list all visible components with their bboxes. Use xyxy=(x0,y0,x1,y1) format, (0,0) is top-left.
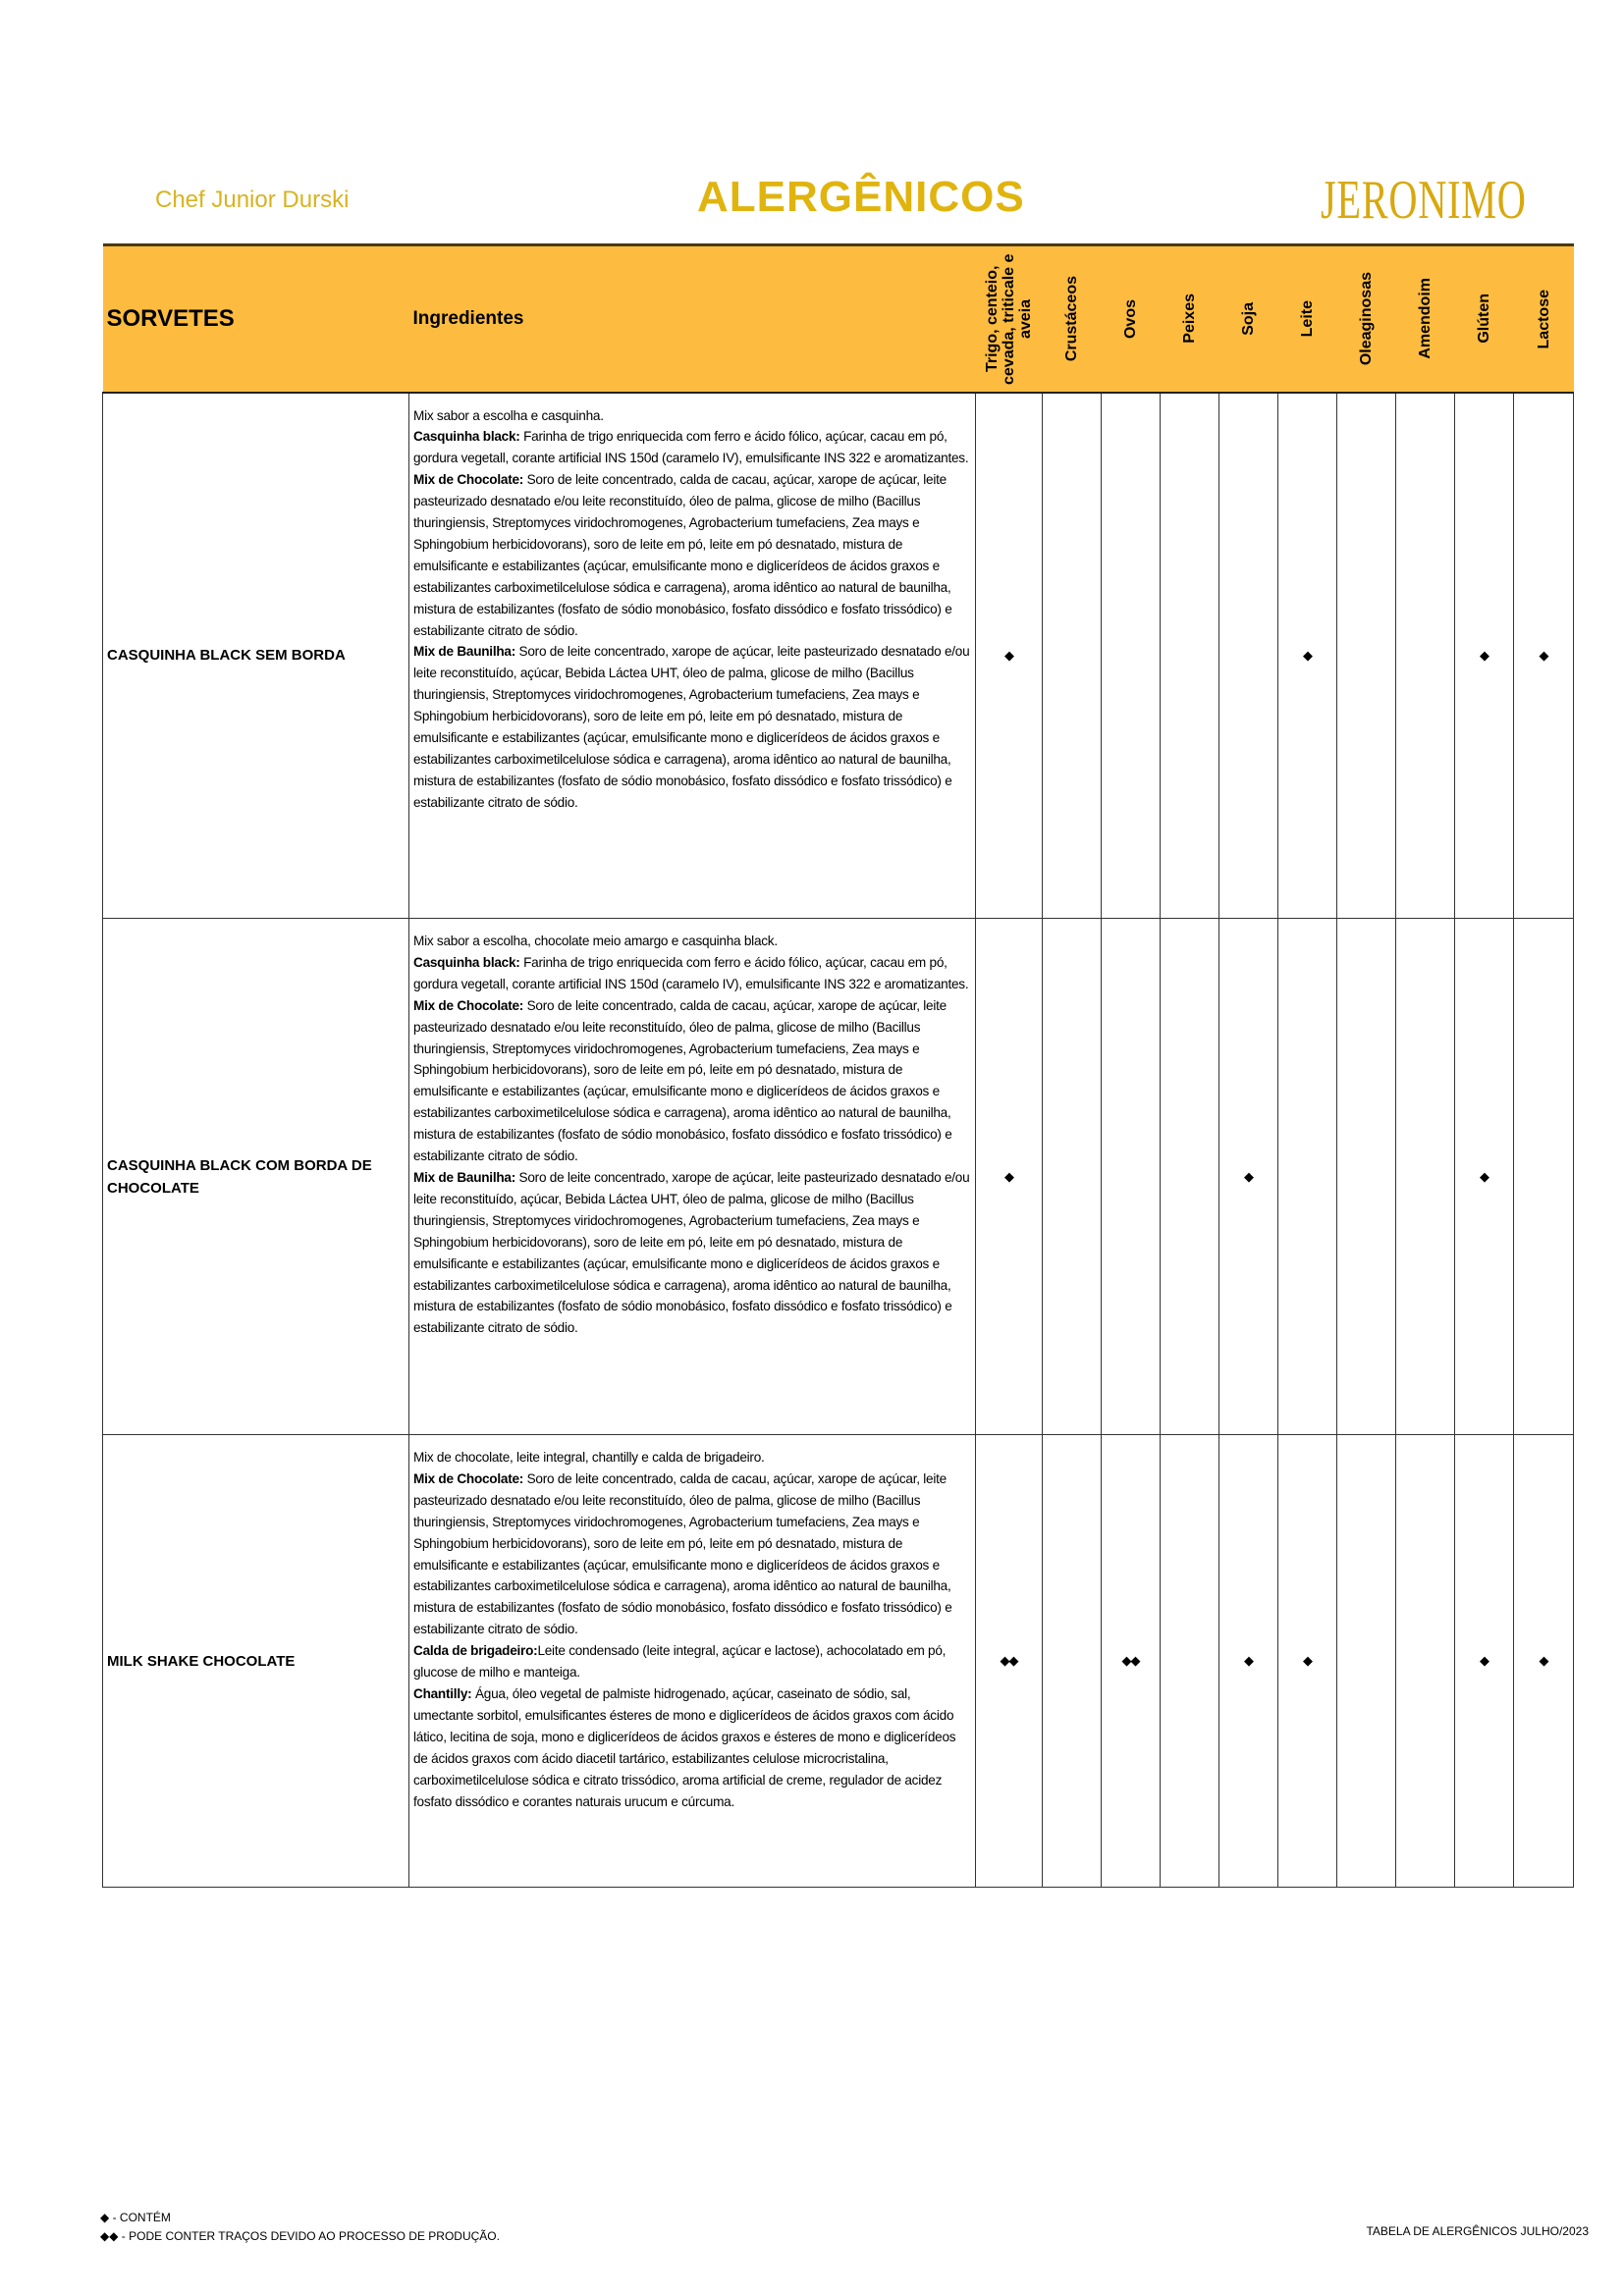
allergen-mark: ◆ xyxy=(1219,919,1278,1435)
allergen-mark: ◆◆ xyxy=(976,1435,1043,1888)
ingredient-label: Mix de Chocolate: xyxy=(413,997,524,1013)
double-diamond-icon: ◆◆ xyxy=(100,2229,119,2243)
table-row xyxy=(103,393,1574,919)
allergen-header xyxy=(1043,245,1102,393)
allergen-label: Leite xyxy=(1299,300,1316,338)
ingredient-label: Mix de Baunilha: xyxy=(413,644,516,660)
ingredient-text: Farinha de trigo enriquecida com ferro e ácido fólico, açúcar, cacau em pó, gordura vegetall, corante artificial INS 150d (caramelo IV), emulsificante INS 322 e aromatizantes. xyxy=(413,429,969,466)
allergen-header xyxy=(1278,245,1337,393)
allergen-header xyxy=(1337,245,1396,393)
ingredient-paragraph xyxy=(413,952,971,995)
allergen-mark xyxy=(1219,393,1278,919)
allergen-label: Amendoim xyxy=(1417,278,1434,360)
allergen-mark xyxy=(1396,1435,1455,1888)
ingredient-text: Soro de leite concentrado, calda de cacau, açúcar, xarope de açúcar, leite pasteurizado desnatado e/ou leite reconstituído, óleo de palma, glicose de milho (Bacillus thuringiensis, Streptomyces viridochromogenes, Agrobacterium tumefaciens, Zea mays e Sphingobium herbicidovorans), soro de leite em pó, leite em pó desnatado, mistura de emulsificante e estabilizantes (açúcar, emulsificante mono e diglicerídeos de ácidos graxos e estabilizantes carboximetilcelulose sódica e carragena), aroma idêntico ao natural de baunilha, mistura de estabilizantes (fosfato de sódio monobásico, fosfato dissódico e fosfato trissódico) e estabilizante citrato de sódio. xyxy=(413,1470,952,1637)
ingredient-paragraph xyxy=(413,995,971,1167)
ingredients-cell xyxy=(409,919,976,1435)
allergen-mark xyxy=(1337,393,1396,919)
ingredient-label: Calda de brigadeiro: xyxy=(413,1643,538,1659)
allergen-mark xyxy=(1102,919,1161,1435)
allergen-mark: ◆ xyxy=(1278,1435,1337,1888)
allergen-label: Crustáceos xyxy=(1063,276,1080,362)
ingredient-paragraph xyxy=(413,931,971,952)
allergen-mark: ◆ xyxy=(1455,919,1514,1435)
allergen-mark xyxy=(1514,919,1574,1435)
allergen-label: Lactose xyxy=(1535,289,1552,348)
allergen-mark: ◆◆ xyxy=(1102,1435,1161,1888)
allergen-header xyxy=(1455,245,1514,393)
allergen-mark xyxy=(1161,919,1219,1435)
ingredient-text: Soro de leite concentrado, calda de cacau, açúcar, xarope de açúcar, leite pasteurizado desnatado e/ou leite reconstituído, óleo de palma, glicose de milho (Bacillus thuringiensis, Streptomyces viridochromogenes, Agrobacterium tumefaciens, Zea mays e Sphingobium herbicidovorans), soro de leite em pó, leite em pó desnatado, mistura de emulsificante e estabilizantes (açúcar, emulsificante mono e diglicerídeos de ácidos graxos e estabilizantes carboximetilcelulose sódica e carragena), aroma idêntico ao natural de baunilha, mistura de estabilizantes (fosfato de sódio monobásico, fosfato dissódico e fosfato trissódico) e estabilizante citrato de sódio. xyxy=(413,472,952,638)
ingredient-text: Mix sabor a escolha e casquinha. xyxy=(413,407,604,423)
table-row xyxy=(103,1435,1574,1888)
allergen-mark: ◆ xyxy=(1278,393,1337,919)
allergen-mark: ◆ xyxy=(1455,393,1514,919)
chef-name: Chef Junior Durski xyxy=(155,187,350,213)
allergen-mark xyxy=(1102,393,1161,919)
ingredient-label: Casquinha black: xyxy=(413,429,520,445)
allergen-mark xyxy=(1161,1435,1219,1888)
table-header xyxy=(103,245,1574,393)
allergen-mark: ◆ xyxy=(1455,1435,1514,1888)
product-name: CASQUINHA BLACK COM BORDA DE CHOCOLATE xyxy=(103,919,409,1435)
ingredients-cell xyxy=(409,1435,976,1888)
ingredient-text: Soro de leite concentrado, xarope de açúcar, leite pasteurizado desnatado e/ou leite reconstituído, açúcar, Bebida Láctea UHT, óleo de palma, glicose de milho (Bacillus thuringiensis, Streptomyces viridochromogenes, Agrobacterium tumefaciens, Zea mays e Sphingobium herbicidovorans), soro de leite em pó, leite em pó desnatado, mistura de emulsificante e estabilizantes (açúcar, emulsificante mono e diglicerídeos de ácidos graxos e estabilizantes carboximetilcelulose sódica e carragena), aroma idêntico ao natural de baunilha, mistura de estabilizantes (fosfato de sódio monobásico, fosfato dissódico e fosfato trissódico) e estabilizante citrato de sódio. xyxy=(413,644,970,810)
page-title: ALERGÊNICOS xyxy=(697,173,1025,221)
allergen-header xyxy=(1161,245,1219,393)
ingredient-label: Chantilly: xyxy=(413,1685,472,1701)
ingredient-paragraph xyxy=(413,426,971,469)
allergen-label: Trigo, centeio, cevada, triticale e aveia xyxy=(984,253,1034,385)
allergen-label: Oleaginosas xyxy=(1358,272,1375,366)
ingredient-label: Mix de Chocolate: xyxy=(413,472,524,488)
table-version: TABELA DE ALERGÊNICOS JULHO/2023 xyxy=(1366,2224,1589,2238)
allergen-header xyxy=(1396,245,1455,393)
ingredient-label: Casquinha black: xyxy=(413,954,520,970)
ingredient-text: Soro de leite concentrado, xarope de açúcar, leite pasteurizado desnatado e/ou leite reconstituído, açúcar, Bebida Láctea UHT, óleo de palma, glicose de milho (Bacillus thuringiensis, Streptomyces viridochromogenes, Agrobacterium tumefaciens, Zea mays e Sphingobium herbicidovorans), soro de leite em pó, leite em pó desnatado, mistura de emulsificante e estabilizantes (açúcar, emulsificante mono e diglicerídeos de ácidos graxos e estabilizantes carboximetilcelulose sódica e carragena), aroma idêntico ao natural de baunilha, mistura de estabilizantes (fosfato de sódio monobásico, fosfato dissódico e fosfato trissódico) e estabilizante citrato de sódio. xyxy=(413,1169,970,1336)
legend xyxy=(100,2209,500,2246)
table-row xyxy=(103,919,1574,1435)
allergen-mark xyxy=(1337,1435,1396,1888)
ingredient-text: Farinha de trigo enriquecida com ferro e ácido fólico, açúcar, cacau em pó, gordura vegetall, corante artificial INS 150d (caramelo IV), emulsificante INS 322 e aromatizantes. xyxy=(413,954,969,991)
ingredient-paragraph xyxy=(413,1468,971,1640)
ingredient-paragraph xyxy=(413,1447,971,1468)
allergen-header xyxy=(1102,245,1161,393)
ingredients-cell xyxy=(409,393,976,919)
allergen-label: Peixes xyxy=(1181,294,1198,345)
allergen-header xyxy=(1219,245,1278,393)
product-name: MILK SHAKE CHOCOLATE xyxy=(103,1435,409,1888)
ingredients-header: Ingredientes xyxy=(409,245,976,393)
allergen-mark: ◆ xyxy=(976,919,1043,1435)
ingredient-text: Soro de leite concentrado, calda de cacau, açúcar, xarope de açúcar, leite pasteurizado desnatado e/ou leite reconstituído, óleo de palma, glicose de milho (Bacillus thuringiensis, Streptomyces viridochromogenes, Agrobacterium tumefaciens, Zea mays e Sphingobium herbicidovorans), soro de leite em pó, leite em pó desnatado, mistura de emulsificante e estabilizantes (açúcar, emulsificante mono e diglicerídeos de ácidos graxos e estabilizantes carboximetilcelulose sódica e carragena), aroma idêntico ao natural de baunilha, mistura de estabilizantes (fosfato de sódio monobásico, fosfato dissódico e fosfato trissódico) e estabilizante citrato de sódio. xyxy=(413,997,952,1164)
ingredient-text: Leite condensado (leite integral, açúcar e lactose), achocolatado em pó, glucose de milho e manteiga. xyxy=(413,1643,947,1681)
allergen-header xyxy=(1514,245,1574,393)
allergen-mark xyxy=(1161,393,1219,919)
legend-text: - CONTÉM xyxy=(109,2211,171,2224)
allergen-mark: ◆ xyxy=(1219,1435,1278,1888)
allergen-mark: ◆ xyxy=(976,393,1043,919)
allergen-label: Soja xyxy=(1240,301,1257,336)
ingredient-text: Água, óleo vegetal de palmiste hidrogenado, açúcar, caseinato de sódio, sal, umectante sorbitol, emulsificantes ésteres de mono e diglicerídeos de ácidos graxos com ácido lático, lecitina de soja, mono e diglicerídeos de ácidos graxos e ésteres de mono e diglicerídeos de ácidos graxos com ácido diacetil tartárico, estabilizantes celulose microcristalina, carboximetilcelulose sódica e citrato trissódico, aroma artificial de creme, regulador de acidez fosfato dissódico e corantes naturais urucum e cúrcuma. xyxy=(413,1685,956,1809)
allergen-label: Ovos xyxy=(1122,298,1139,339)
allergen-mark: ◆ xyxy=(1514,1435,1574,1888)
ingredient-text: Mix sabor a escolha, chocolate meio amargo e casquinha black. xyxy=(413,934,778,948)
ingredient-label: Mix de Chocolate: xyxy=(413,1470,524,1486)
ingredient-paragraph xyxy=(413,1640,971,1683)
allergen-mark xyxy=(1396,393,1455,919)
category-header: SORVETES xyxy=(103,245,409,393)
allergen-mark xyxy=(1043,919,1102,1435)
allergen-mark xyxy=(1396,919,1455,1435)
allergen-mark: ◆ xyxy=(1514,393,1574,919)
allergen-mark xyxy=(1278,919,1337,1435)
allergen-header xyxy=(976,245,1043,393)
allergen-table xyxy=(102,243,1574,1888)
ingredient-label: Mix de Baunilha: xyxy=(413,1169,516,1185)
allergen-mark xyxy=(1043,393,1102,919)
ingredient-paragraph xyxy=(413,469,971,641)
legend-text: - PODE CONTER TRAÇOS DEVIDO AO PROCESSO DE PRODUÇÃO. xyxy=(118,2229,500,2243)
product-name: CASQUINHA BLACK SEM BORDA xyxy=(103,393,409,919)
legend-contains xyxy=(100,2209,500,2227)
ingredient-paragraph xyxy=(413,405,971,427)
legend-may-contain xyxy=(100,2227,500,2246)
allergen-label: Glúten xyxy=(1476,294,1492,345)
diamond-icon: ◆ xyxy=(100,2211,110,2224)
ingredient-paragraph xyxy=(413,641,971,813)
ingredient-paragraph xyxy=(413,1167,971,1339)
allergen-mark xyxy=(1337,919,1396,1435)
jeronimo-logo: JERONIMO xyxy=(1321,170,1527,231)
ingredient-paragraph xyxy=(413,1683,971,1812)
ingredient-text: Mix de chocolate, leite integral, chantilly e calda de brigadeiro. xyxy=(413,1450,765,1465)
allergen-mark xyxy=(1043,1435,1102,1888)
